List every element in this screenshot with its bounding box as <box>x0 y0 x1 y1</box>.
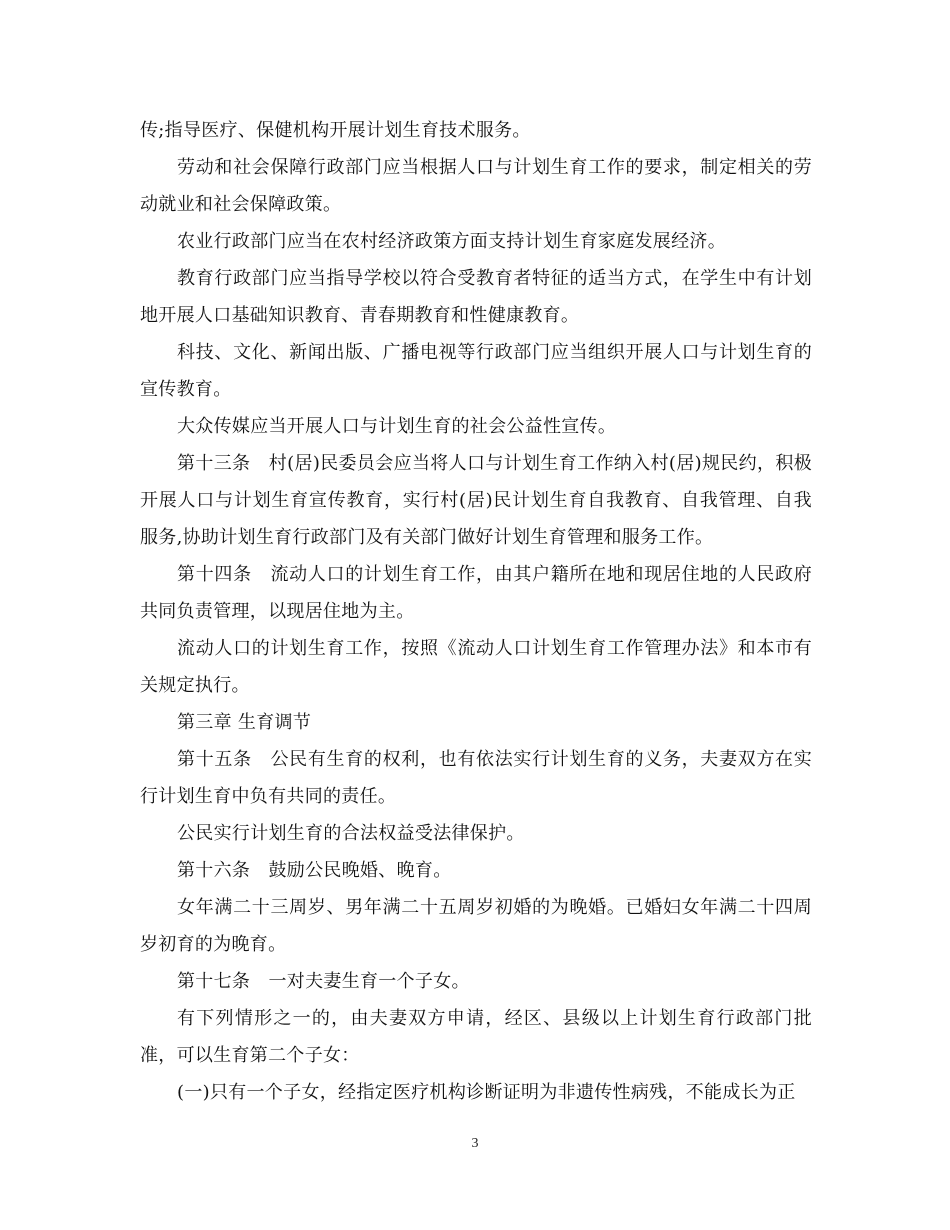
paragraph: 农业行政部门应当在农村经济政策方面支持计划生育家庭发展经济。 <box>177 231 726 252</box>
paragraph: 传;指导医疗、保健机构开展计划生育技术服务。 <box>140 120 531 141</box>
article-17-paragraph: 第十七条 一对夫妻生育一个子女。 <box>177 971 470 992</box>
paragraph: 教育行政部门应当指导学校以符合受教育者特征的适当方式，在学生中有计划地开展人口基础知识教育、青春期教育和性健康教育。 <box>140 268 812 326</box>
article-13-paragraph: 第十三条 村(居)民委员会应当将人口与计划生育工作纳入村(居)规民约，积极开展人口与计划生育宣传教育，实行村(居)民计划生育自我教育、自我管理、自我服务,协助计划生育行政部门及有关部门做好计划生育管理和服务工作。 <box>140 453 812 548</box>
paragraph: 大众传媒应当开展人口与计划生育的社会公益性宣传。 <box>177 416 617 437</box>
paragraph: 流动人口的计划生育工作，按照《流动人口计划生育工作管理办法》和本市有关规定执行。 <box>140 638 812 696</box>
article-15-paragraph: 第十五条 公民有生育的权利，也有依法实行计划生育的义务，夫妻双方在实行计划生育中负有共同的责任。 <box>140 749 812 807</box>
document-body <box>140 112 812 1111</box>
paragraph: 科技、文化、新闻出版、广播电视等行政部门应当组织开展人口与计划生育的宣传教育。 <box>140 342 812 400</box>
paragraph: 公民实行计划生育的合法权益受法律保护。 <box>177 823 525 844</box>
paragraph: 劳动和社会保障行政部门应当根据人口与计划生育工作的要求，制定相关的劳动就业和社会保障政策。 <box>140 157 812 215</box>
paragraph: 有下列情形之一的，由夫妻双方申请，经区、县级以上计划生育行政部门批准，可以生育第二个子女： <box>140 1008 812 1066</box>
paragraph: 女年满二十三周岁、男年满二十五周岁初婚的为晚婚。已婚妇女年满二十四周岁初育的为晚育。 <box>140 897 812 955</box>
list-item: (一)只有一个子女，经指定医疗机构诊断证明为非遗传性病残，不能成长为正 <box>177 1082 796 1103</box>
page-number: 3 <box>471 1136 479 1151</box>
article-14-paragraph: 第十四条 流动人口的计划生育工作，由其户籍所在地和现居住地的人民政府共同负责管理，以现居住地为主。 <box>140 564 812 622</box>
chapter-heading: 第三章 生育调节 <box>177 712 312 733</box>
article-16-paragraph: 第十六条 鼓励公民晚婚、晚育。 <box>177 860 452 881</box>
